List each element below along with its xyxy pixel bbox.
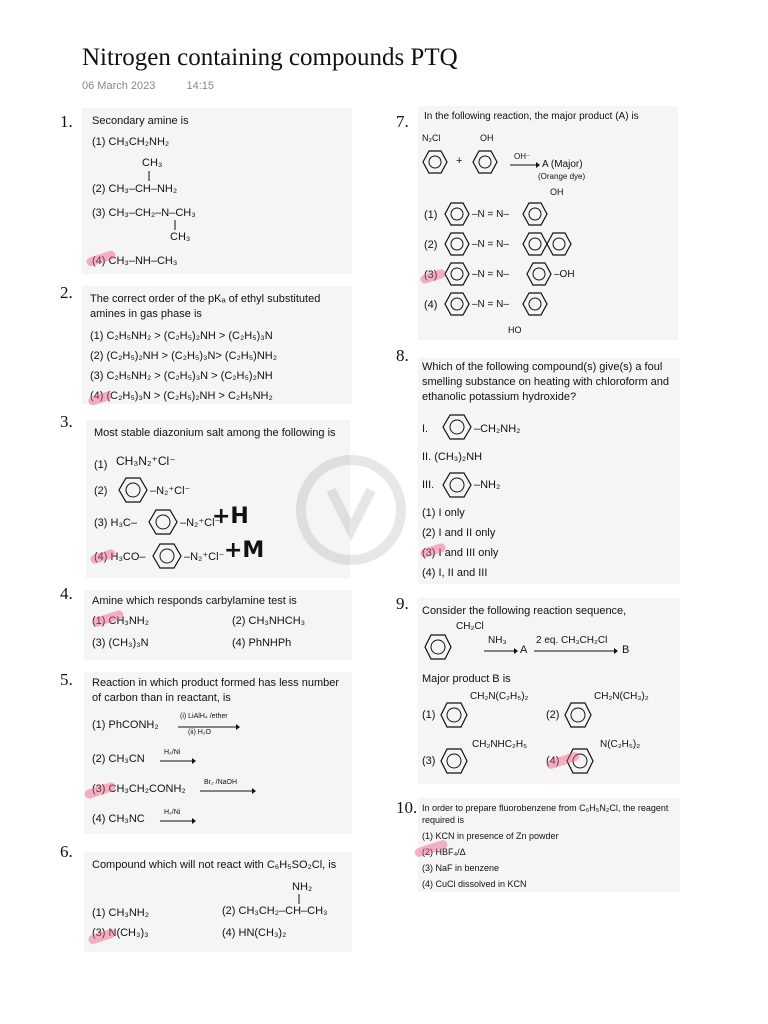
q5-option-1-reagent-2: (ii) H₂O: [188, 729, 211, 736]
q6-option-2-branch: NH₂: [292, 881, 313, 893]
q5-stem: Reaction in which product formed has less number of carbon than in reactant, is: [92, 677, 340, 704]
q9-arrow-2: [534, 648, 618, 654]
q8-option-4: (4) I, II and III: [422, 567, 488, 579]
page-date: 06 March 2023: [82, 80, 156, 92]
q3-option-3-group: –N₂⁺Cl⁻: [180, 517, 221, 529]
q7-reactant-1-benzene-icon: [422, 150, 448, 174]
q9-option-3-group: CH₂NHC₂H₅: [472, 739, 528, 750]
q7-reactant-2-benzene-icon: [472, 150, 498, 174]
q3-option-3-label: (3) H₃C–: [94, 517, 137, 529]
q9-start-benzene-icon: [424, 634, 452, 660]
q4-stem: Amine which responds carbylamine test is: [92, 595, 297, 607]
q8-compound-3-benzene-icon: [442, 472, 472, 498]
q10-option-1: (1) KCN in presence of Zn powder: [422, 831, 559, 841]
q9-option-3-benzene-icon: [440, 748, 468, 774]
q9-option-1-benzene-icon: [440, 702, 468, 728]
q8-stem: Which of the following compound(s) give(s) a foul smelling substance on heating with chloroform and ethanolic potassium hydroxide?: [422, 361, 670, 403]
q6-option-2: (2) CH₃CH₂–CH–CH₃: [222, 905, 328, 917]
q8-compound-3-label: III.: [422, 479, 435, 491]
q8-compound-1-group: –CH₂NH₂: [474, 423, 521, 435]
q7-option-3-ring-b-icon: [526, 262, 552, 286]
q3-note-plus-h: +H: [212, 504, 249, 529]
q7-option-2-ring-a-icon: [444, 232, 470, 256]
q9-number: 9.: [396, 594, 409, 613]
q7-condition: OH⁻: [514, 152, 531, 161]
q7-option-3-ring-a-icon: [444, 262, 470, 286]
q1-number: 1.: [60, 112, 73, 131]
q4-card: [84, 590, 352, 660]
q1-option-2-branch: CH₃: [142, 157, 163, 169]
q9-product: B: [622, 644, 630, 656]
q7-option-1-azo: –N = N–: [472, 209, 509, 220]
q6-stem: Compound which will not react with C₆H₅SO₂Cl, is: [92, 859, 337, 871]
q5-card: [84, 672, 352, 834]
q10-number: 10.: [396, 798, 418, 817]
q9-option-1-label: (1): [422, 709, 436, 721]
q5-option-4: (4) CH₃NC: [92, 813, 145, 825]
q3-option-2-benzene-icon: [118, 477, 148, 503]
q9-intermediate: A: [520, 644, 528, 656]
q7-option-4-ho: HO: [508, 325, 522, 335]
q7-option-1-label: (1): [424, 209, 438, 221]
q9-arrow-1: [484, 648, 518, 654]
q2-option-1: (1) C₂H₅NH₂ > (C₂H₅)₂NH > (C₂H₅)₃N: [90, 330, 273, 342]
q9-option-2-label: (2): [546, 709, 560, 721]
q7-arrow: [510, 162, 540, 168]
q3-note-plus-m: +M: [224, 538, 265, 563]
q10-option-3: (3) NaF in benzene: [422, 863, 500, 873]
q9-option-2-benzene-icon: [564, 702, 592, 728]
q3-option-4-benzene-icon: [152, 543, 182, 569]
q2-card: [82, 286, 352, 404]
q5-option-4-reagent: H₂/Ni: [164, 809, 181, 816]
q5-number: 5.: [60, 670, 73, 689]
q7-reactant-2-group: OH: [480, 133, 494, 143]
q7-option-2-azo: –N = N–: [472, 239, 509, 250]
q9-ask: Major product B is: [422, 673, 511, 685]
q5-option-3-arrow: [200, 788, 256, 794]
q1-option-1: (1) CH₃CH₂NH₂: [92, 136, 170, 148]
q7-option-2-label: (2): [424, 239, 438, 251]
q7-option-2-naphthalene-icon: [522, 232, 572, 256]
q7-product: A (Major): [542, 159, 583, 170]
q8-compound-2: II. (CH₃)₂NH: [422, 451, 483, 463]
q1-option-2: (2) CH₃–CH–NH₂: [92, 183, 178, 195]
q9-option-4-label: (4): [546, 755, 560, 767]
q1-option-4: (4) CH₃–NH–CH₃: [92, 255, 178, 267]
q7-option-3-label: (3): [424, 269, 438, 281]
q1-bond-line: [148, 171, 150, 181]
q8-compound-3-group: –NH₂: [474, 479, 501, 491]
q9-option-2-group: CH₂N(CH₃)₂: [594, 691, 649, 702]
q2-stem: The correct order of the pKₐ of ethyl substituted amines in gas phase is: [90, 293, 321, 320]
q6-option-3: (3) N(CH₃)₃: [92, 927, 149, 939]
q7-option-4-ring-b-icon: [522, 292, 548, 316]
page-time: 14:15: [186, 80, 214, 92]
q8-option-3: (3) I and III only: [422, 547, 499, 559]
q2-option-2: (2) (C₂H₅)₂NH > (C₂H₅)₃N> (C₂H₅)NH₂: [90, 350, 277, 362]
q8-compound-1-benzene-icon: [442, 414, 472, 440]
q10-option-4: (4) CuCl dissolved in KCN: [422, 879, 527, 889]
q7-option-1-ring-a-icon: [444, 202, 470, 226]
q9-start-group: CH₂Cl: [456, 621, 484, 632]
q7-stem: In the following reaction, the major product (A) is: [424, 111, 639, 122]
page-title: Nitrogen containing compounds PTQ: [82, 44, 458, 71]
q5-option-1: (1) PhCONH₂: [92, 719, 159, 731]
q5-option-4-arrow: [160, 818, 196, 824]
watermark-logo-icon: [296, 450, 406, 570]
q4-number: 4.: [60, 584, 73, 603]
q8-number: 8.: [396, 346, 409, 365]
q9-reagent-1: NH₃: [488, 635, 507, 646]
q1-stem: Secondary amine is: [92, 115, 189, 127]
q7-option-4-label: (4): [424, 299, 438, 311]
q7-option-3-azo: –N = N–: [472, 269, 509, 280]
q5-option-2-arrow: [160, 758, 196, 764]
q9-option-3-label: (3): [422, 755, 436, 767]
q5-option-1-reagent-1: (i) LiAlH₄ /ether: [180, 713, 228, 720]
q2-number: 2.: [60, 283, 73, 302]
q7-plus: +: [456, 155, 463, 167]
q3-stem: Most stable diazonium salt among the following is: [94, 427, 336, 439]
q7-reactant-1-group: N₂Cl: [422, 133, 441, 143]
q3-option-4-group: –N₂⁺Cl⁻: [184, 551, 225, 563]
q6-bond-line: [298, 894, 300, 904]
q6-number: 6.: [60, 842, 73, 861]
q1-card: [82, 108, 352, 274]
q2-option-4: (4) (C₂H₅)₃N > (C₂H₅)₂NH > C₂H₅NH₂: [90, 390, 273, 402]
q3-option-1: CH₃N₂⁺Cl⁻: [116, 454, 176, 468]
q7-number: 7.: [396, 112, 409, 131]
q1-bond-line-2: [174, 220, 176, 230]
q7-option-4-ring-a-icon: [444, 292, 470, 316]
q9-stem: Consider the following reaction sequence,: [422, 605, 627, 617]
q10-card: [418, 798, 680, 892]
q5-option-2-reagent: H₂/Ni: [164, 749, 181, 756]
q4-option-3: (3) (CH₃)₃N: [92, 637, 149, 649]
q8-card: [418, 358, 680, 584]
q4-option-2: (2) CH₃NHCH₃: [232, 615, 306, 627]
q9-option-4-group: N(C₂H₅)₂: [600, 739, 641, 750]
q1-option-3-branch: CH₃: [170, 231, 191, 243]
q5-option-2: (2) CH₃CN: [92, 753, 145, 765]
q2-option-3: (3) C₂H₅NH₂ > (C₂H₅)₃N > (C₂H₅)₂NH: [90, 370, 273, 382]
q7-option-3-oh: –OH: [554, 269, 575, 280]
q3-option-4-label: (4) H₃CO–: [94, 551, 146, 563]
q4-option-4: (4) PhNHPh: [232, 637, 292, 649]
q9-option-1-group: CH₂N(C₂H₅)₂: [470, 691, 529, 702]
q3-option-3-benzene-icon: [148, 509, 178, 535]
q4-option-1: (1) CH₃NH₂: [92, 615, 150, 627]
q7-card: [418, 106, 678, 340]
q3-option-1-label: (1): [94, 459, 108, 471]
q3-option-2-label: (2): [94, 485, 108, 497]
q1-option-3: (3) CH₃–CH₂–N–CH₃: [92, 207, 196, 219]
q6-card: [84, 852, 352, 952]
q9-reagent-2: 2 eq. CH₃CH₂Cl: [536, 635, 608, 646]
q3-number: 3.: [60, 412, 73, 431]
q7-product-note: (Orange dye): [538, 172, 586, 181]
q7-option-4-azo: –N = N–: [472, 299, 509, 310]
q9-card: [418, 598, 680, 784]
q10-stem: In order to prepare fluorobenzene from C₆H₅N₂Cl, the reagent required is: [422, 803, 669, 826]
q8-option-2: (2) I and II only: [422, 527, 496, 539]
q3-option-2-group: –N₂⁺Cl⁻: [150, 485, 191, 497]
q8-option-1: (1) I only: [422, 507, 465, 519]
q7-option-1-ring-b-icon: [522, 202, 548, 226]
q6-option-1: (1) CH₃NH₂: [92, 907, 150, 919]
q8-compound-1-label: I.: [422, 423, 429, 435]
page-meta: [82, 80, 242, 92]
q5-option-3: (3) CH₃CH₂CONH₂: [92, 783, 186, 795]
q7-option-1-oh: OH: [550, 187, 564, 197]
q5-option-3-reagent: Br₂ /NaOH: [204, 779, 238, 786]
q10-option-2: (2) HBF₄/Δ: [422, 847, 466, 857]
q6-option-4: (4) HN(CH₃)₂: [222, 927, 287, 939]
